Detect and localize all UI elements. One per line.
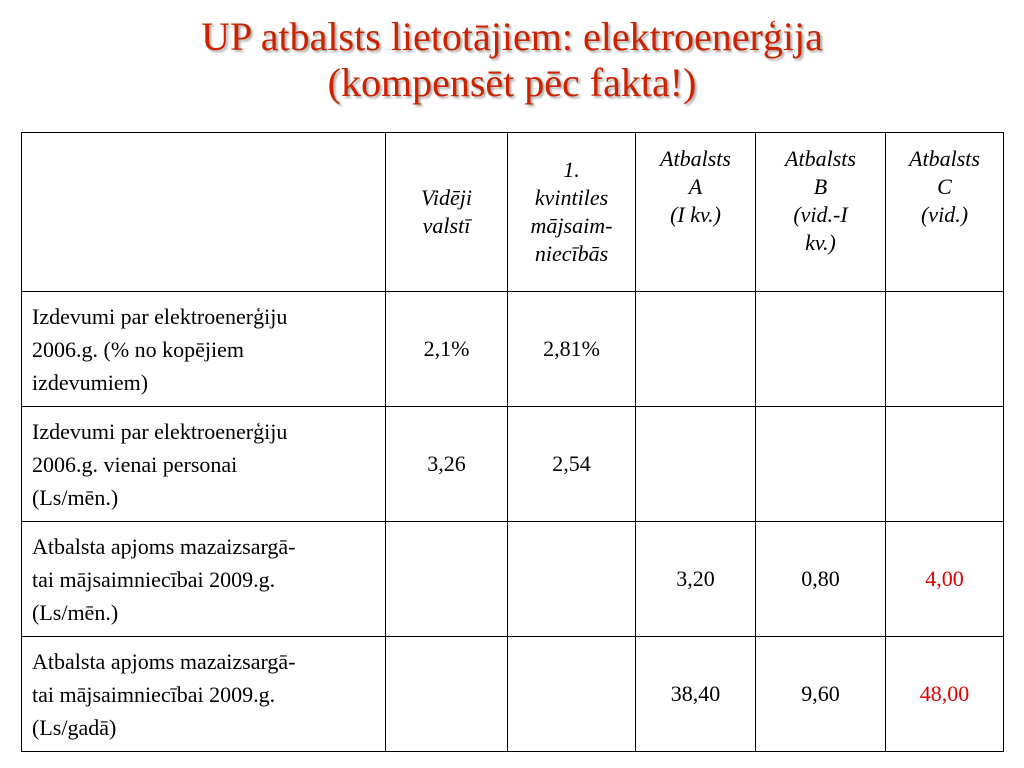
cell-a: 38,40 — [636, 637, 756, 752]
row-label: Atbalsta apjoms mazaizsargā- tai mājsaimniecībai 2009.g. (Ls/mēn.) — [22, 522, 386, 637]
header-support-c: Atbalsts C (vid.) — [886, 133, 1004, 292]
cell-avg — [386, 522, 508, 637]
cell-a — [636, 407, 756, 522]
header-support-b: Atbalsts B (vid.-I kv.) — [756, 133, 886, 292]
cell-avg: 2,1% — [386, 292, 508, 407]
cell-avg: 3,26 — [386, 407, 508, 522]
cell-q1 — [508, 637, 636, 752]
cell-a — [636, 292, 756, 407]
title-line-2: (kompensēt pēc fakta!) — [327, 60, 697, 105]
row-label: Izdevumi par elektroenerģiju 2006.g. vienai personai (Ls/mēn.) — [22, 407, 386, 522]
header-support-a: Atbalsts A (I kv.) — [636, 133, 756, 292]
page-title — [0, 14, 1024, 106]
cell-q1: 2,81% — [508, 292, 636, 407]
cell-q1: 2,54 — [508, 407, 636, 522]
header-national-average: Vidēji valstī — [386, 133, 508, 292]
cell-c: 48,00 — [886, 637, 1004, 752]
row-label: Atbalsta apjoms mazaizsargā- tai mājsaimniecībai 2009.g. (Ls/gadā) — [22, 637, 386, 752]
cell-c — [886, 292, 1004, 407]
cell-b: 9,60 — [756, 637, 886, 752]
data-table — [21, 132, 1004, 752]
cell-b — [756, 407, 886, 522]
header-first-quintile: 1. kvintiles mājsaim- niecībās — [508, 133, 636, 292]
header-empty-cell — [22, 133, 386, 292]
table-row — [22, 637, 1004, 752]
table-row — [22, 407, 1004, 522]
cell-b — [756, 292, 886, 407]
cell-a: 3,20 — [636, 522, 756, 637]
row-label: Izdevumi par elektroenerģiju 2006.g. (% no kopējiem izdevumiem) — [22, 292, 386, 407]
cell-c: 4,00 — [886, 522, 1004, 637]
table-row — [22, 292, 1004, 407]
cell-q1 — [508, 522, 636, 637]
table-row — [22, 522, 1004, 637]
cell-c — [886, 407, 1004, 522]
table-header-row — [22, 133, 1004, 292]
title-line-1: UP atbalsts lietotājiem: elektroenerģija — [201, 14, 823, 59]
cell-avg — [386, 637, 508, 752]
cell-b: 0,80 — [756, 522, 886, 637]
